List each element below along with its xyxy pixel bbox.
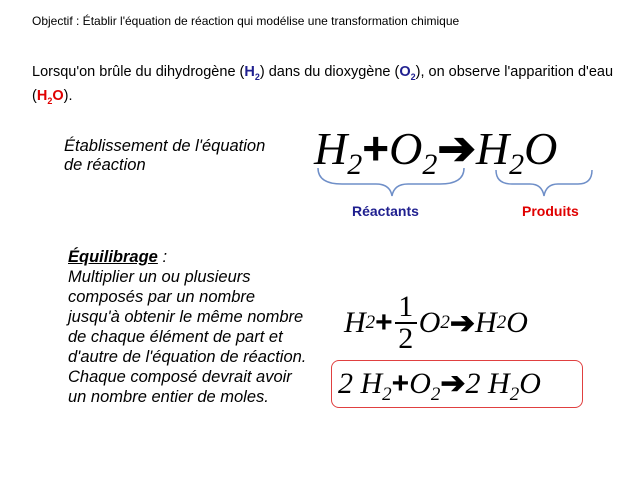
products-label: Produits bbox=[522, 203, 579, 219]
intro-text-2: ) dans du dioxygène ( bbox=[259, 64, 400, 80]
reaction-arrow-icon: ➔ bbox=[437, 122, 476, 174]
o2-formula: $O_2$ bbox=[399, 64, 416, 82]
fraction-one-half: $\frac{1}{2}$ bbox=[395, 292, 417, 354]
balanced-equation: 2 $H_2+O_2➔2$ $H_2O$ bbox=[338, 367, 541, 405]
arrow-icon: ➔ bbox=[449, 306, 476, 340]
intro-text-1: Lorsqu'on brûle du dihydrogène ( bbox=[32, 64, 245, 80]
equilibrage-title: Équilibrage bbox=[68, 248, 158, 266]
reactants-brace bbox=[318, 168, 464, 196]
arrow-icon: ➔ bbox=[440, 367, 466, 400]
products-brace bbox=[496, 170, 592, 196]
etablissement-heading: Établissement de l'équation de réaction bbox=[64, 137, 266, 174]
unbalanced-equation: $H_2+O_2➔H_2O$ bbox=[314, 122, 558, 182]
intro-text-3: ), on observe l'apparition d'eau ( bbox=[32, 64, 614, 104]
reactants-label: Réactants bbox=[352, 203, 419, 219]
half-balanced-equation: H 2 + $\frac{1}{2}$ O 2 ➔ H 2 O bbox=[344, 290, 528, 355]
equilibrage-text: Multiplier un ou plusieurs composés par un nombre jusqu'à obtenir le même nombre de chaque élément de part et d'autre de l'équation de réaction. Chaque composé devrait avoir un nombre entier de moles. bbox=[68, 268, 307, 406]
h2o-formula: $H_2O$ bbox=[36, 87, 64, 106]
equilibrage-block: Équilibrage : Multiplier un ou plusieurs composés par un nombre jusqu'à obtenir le même nombre de chaque élément de part et d'autre de l'équation de réaction. Chaque composé devrait avoir un nombre entier de moles. bbox=[68, 248, 307, 406]
h2-formula: $H_2$ bbox=[244, 64, 260, 82]
objective-text: Objectif : Établir l'équation de réaction qui modélise une transformation chimique bbox=[32, 14, 460, 28]
intro-text-4: ). bbox=[63, 87, 73, 104]
